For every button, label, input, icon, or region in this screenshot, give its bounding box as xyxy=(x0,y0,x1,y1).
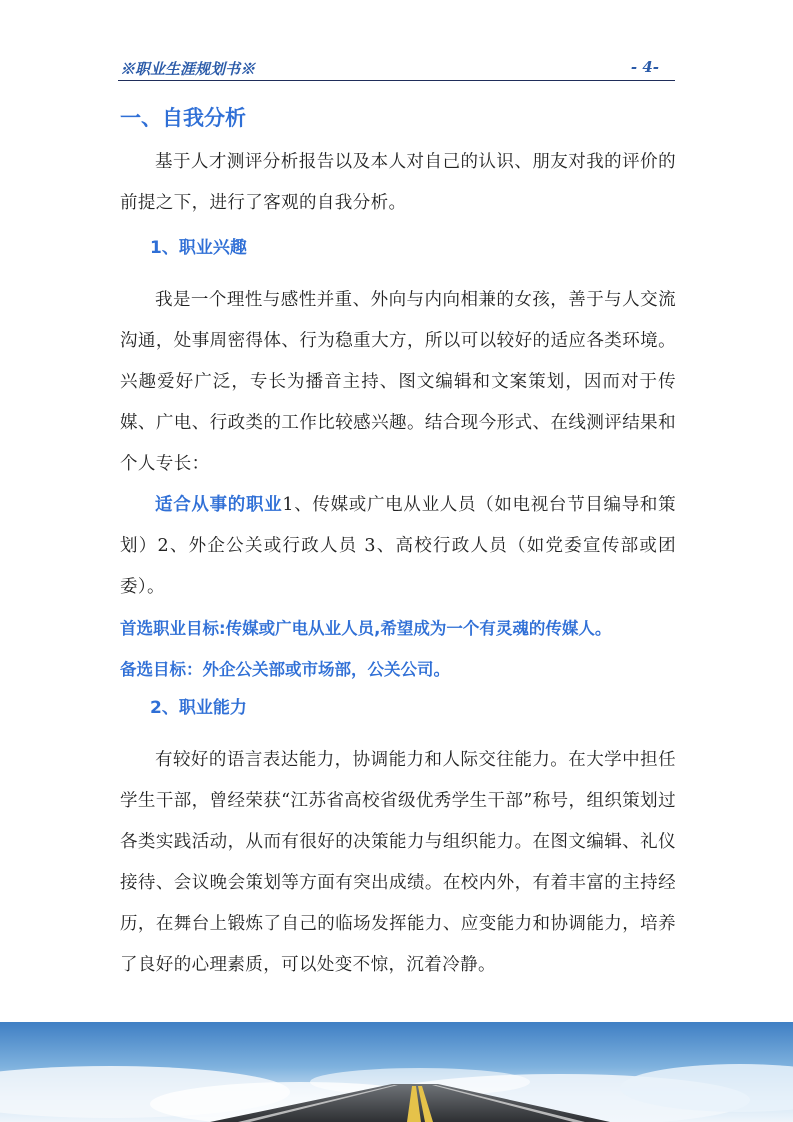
secondary-career-goal: 备选目标：外企公关部或市场部，公关公司。 xyxy=(120,660,450,679)
suitable-careers-paragraph xyxy=(120,485,676,608)
section-heading-self-analysis: 一、自我分析 xyxy=(120,106,246,130)
intro-paragraph: 基于人才测评分析报告以及本人对自己的认识、朋友对我的评价的前提之下，进行了客观的自我分析。 xyxy=(120,152,676,213)
career-interest-paragraph: 我是一个理性与感性并重、外向与内向相兼的女孩，善于与人交流沟通，处事周密得体、行为稳重大方，所以可以较好的适应各类环境。兴趣爱好广泛，专长为播音主持、图文编辑和文案策划，因而对于传媒、广电、行政类的工作比较感兴趣。结合现今形式、在线测评结果和个人专长： xyxy=(120,290,676,474)
suitable-careers-label: 适合从事的职业 xyxy=(155,495,283,515)
suitable-careers-text: 1、传媒或广电从业人员（如电视台节目编导和策划）2、外企公关或行政人员 3、高校行政人员（如党委宣传部或团委）。 xyxy=(120,495,676,597)
page-header xyxy=(118,56,675,81)
page-content xyxy=(120,100,676,986)
career-ability-paragraph: 有较好的语言表达能力，协调能力和人际交往能力。在大学中担任学生干部，曾经荣获“江苏省高校省级优秀学生干部”称号，组织策划过各类实践活动，从而有很好的决策能力与组织能力。在图文编辑、礼仪接待、会议晚会策划等方面有突出成绩。在校内外，有着丰富的主持经历，在舞台上锻炼了自己的临场发挥能力、应变能力和协调能力，培养了良好的心理素质，可以处变不惊，沉着冷静。 xyxy=(120,750,676,975)
header-title: ※职业生涯规划书※ xyxy=(120,60,256,78)
subheading-career-ability: 2、职业能力 xyxy=(150,698,247,718)
subheading-career-interest: 1、职业兴趣 xyxy=(150,238,247,258)
primary-career-goal: 首选职业目标:传媒或广电从业人员,希望成为一个有灵魂的传媒人。 xyxy=(120,619,612,638)
page-number: - 4- xyxy=(630,58,659,76)
road-sky-footer-image xyxy=(0,1022,793,1122)
